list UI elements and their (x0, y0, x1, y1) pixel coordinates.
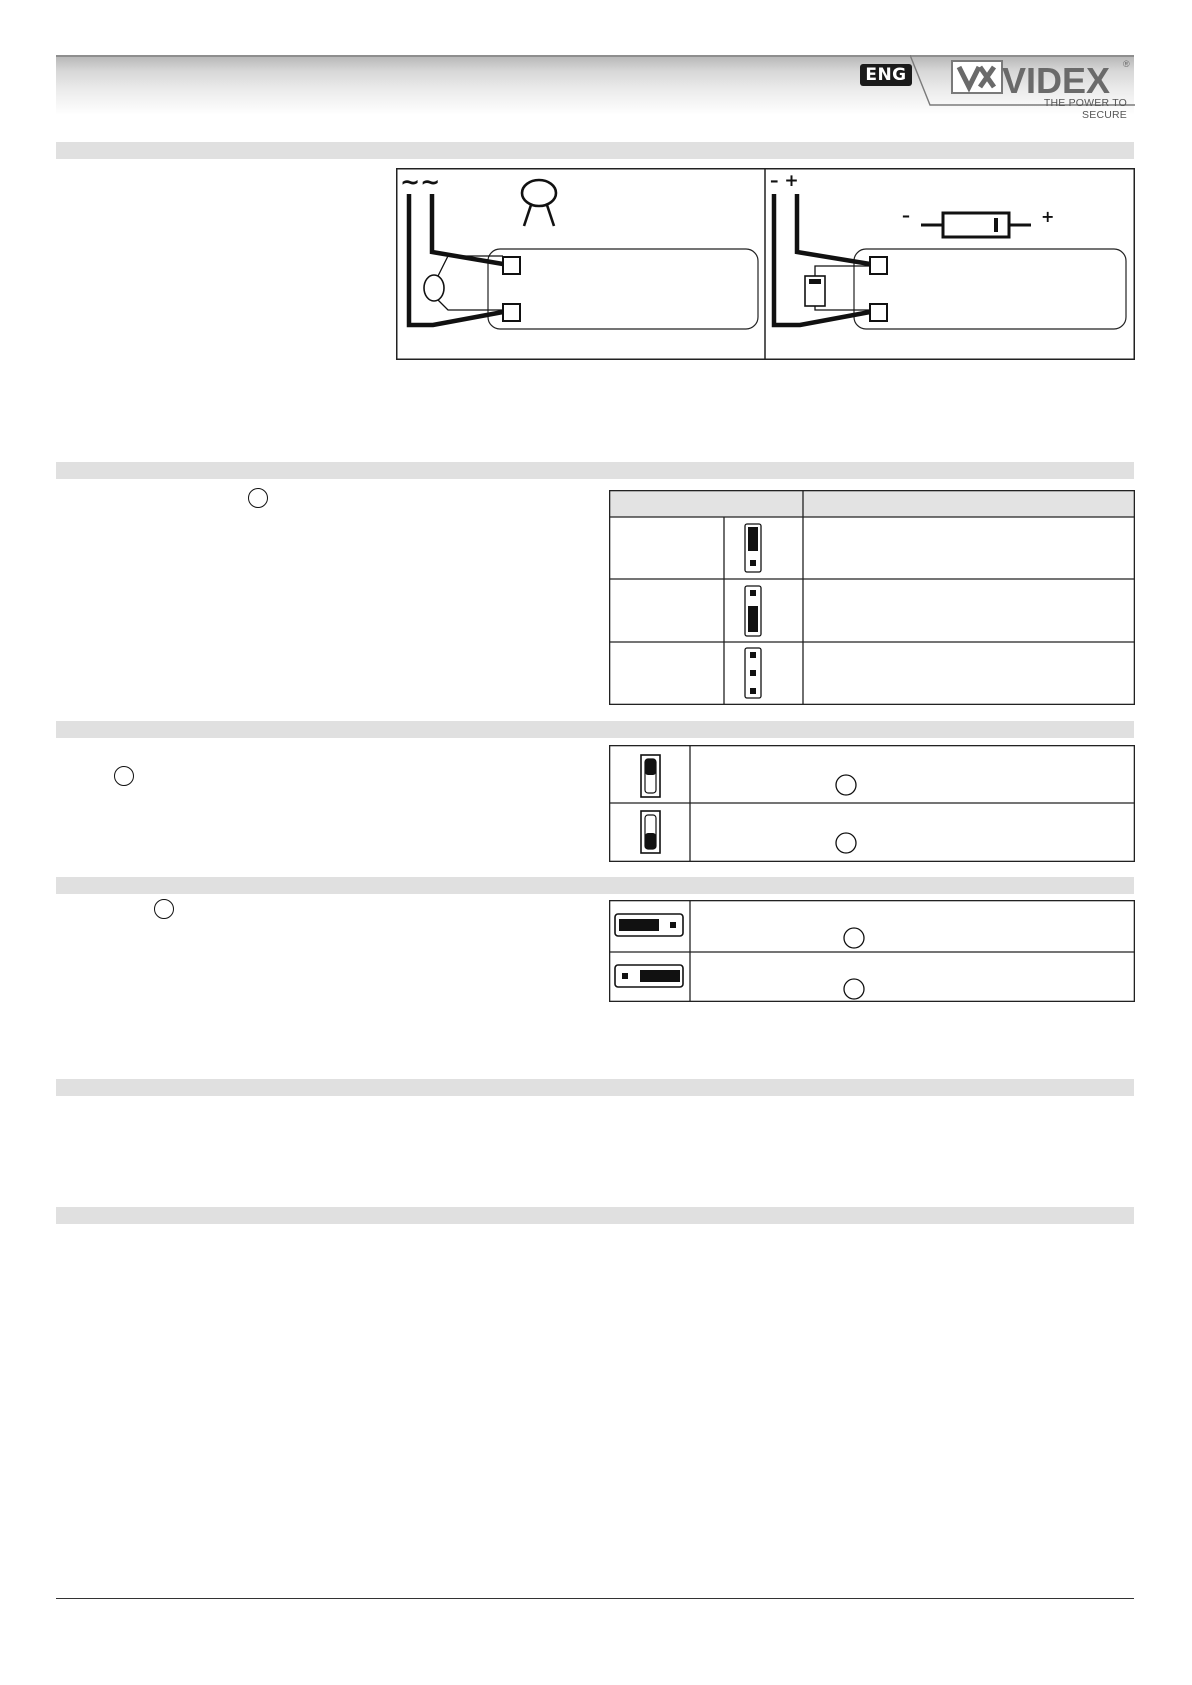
jumper-icon (745, 648, 761, 698)
jumper-icon (615, 965, 683, 987)
brand-wordmark: VIDEX (1002, 60, 1111, 101)
section-bar-4 (56, 877, 1134, 894)
jumper-icon (641, 755, 660, 797)
callout-circle (836, 833, 856, 853)
svg-text:–: – (902, 206, 910, 225)
terminal-1 (503, 257, 520, 274)
ac-supply-label: ~~ (400, 168, 441, 196)
footer-rule (56, 1598, 1134, 1599)
terminal-2 (503, 304, 520, 321)
callout-circle (836, 775, 856, 795)
brand-tagline: THE POWER TO SECURE (1043, 97, 1127, 121)
registered-mark: ® (1123, 59, 1130, 69)
jumper-icon (615, 914, 683, 936)
terminal-4 (870, 304, 887, 321)
section-bar-5 (56, 1079, 1134, 1096)
terminal-3 (870, 257, 887, 274)
section-bar-3 (56, 721, 1134, 738)
language-badge: ENG (860, 64, 912, 86)
section-bar-6 (56, 1207, 1134, 1224)
callout-circle (844, 979, 864, 999)
callout-circle (248, 488, 268, 508)
jumper-icon (641, 811, 660, 853)
jumper-icon (745, 524, 761, 572)
callout-circle (154, 899, 174, 919)
jumper-position-table (609, 745, 1135, 862)
jumper-settings-table (609, 490, 1135, 705)
section-bar-1 (56, 142, 1134, 159)
dc-supply-label: – + (770, 171, 799, 191)
section-bar-2 (56, 462, 1134, 479)
lock-wiring-diagram (396, 168, 1135, 360)
jumper-orientation-table (609, 900, 1135, 1002)
svg-text:+: + (1041, 207, 1055, 226)
callout-circle (114, 766, 134, 786)
jumper-icon (745, 586, 761, 636)
callout-circle (844, 928, 864, 948)
